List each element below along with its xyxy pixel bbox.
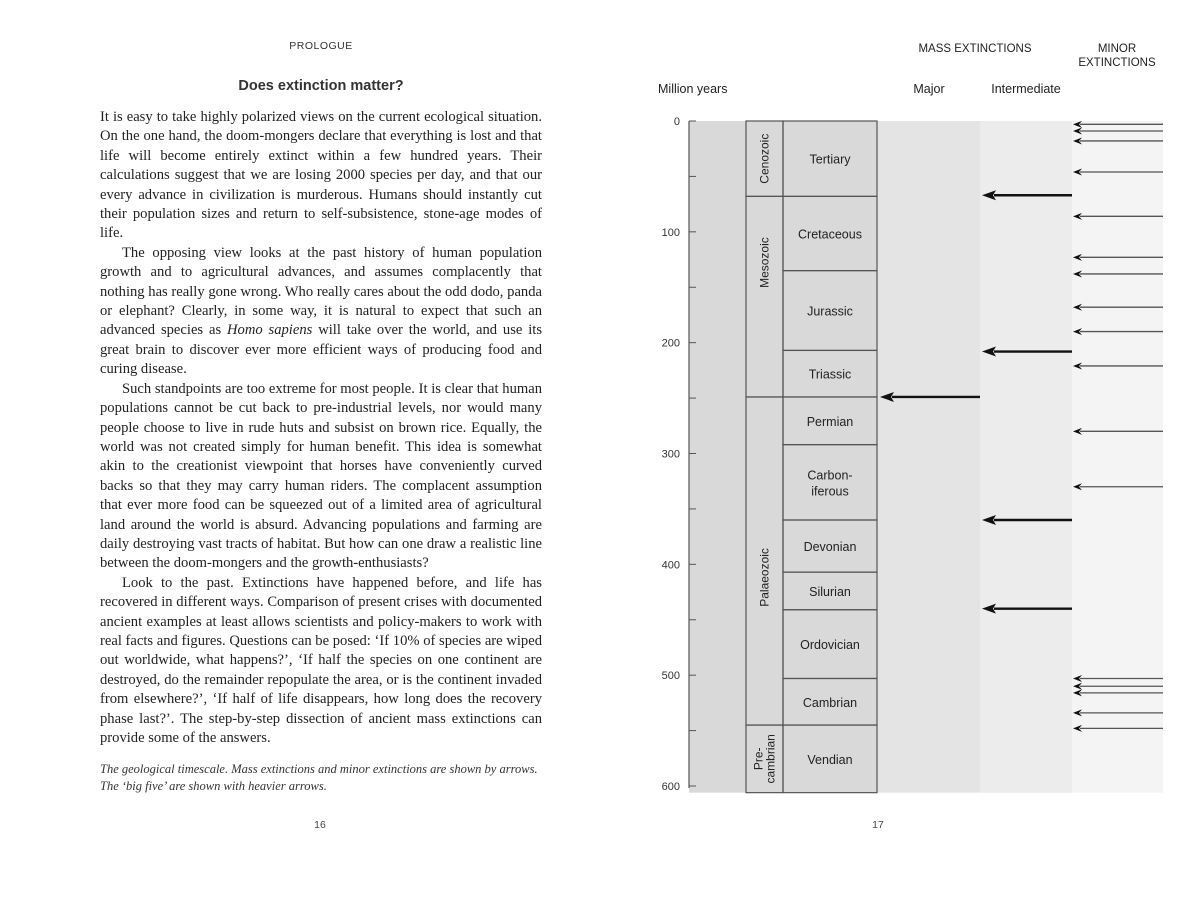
era-label: Palaeozoic: [757, 548, 772, 607]
y-tick-label: 400: [661, 559, 680, 572]
header-mass-extinctions: MASS EXTINCTIONS: [918, 43, 1032, 55]
y-tick-label: 0: [673, 116, 680, 128]
axis-label: Million years: [658, 82, 728, 96]
section-title: Does extinction matter?: [238, 78, 404, 94]
period-label: Tertiary: [809, 152, 851, 167]
period-label: Triassic: [808, 367, 852, 382]
y-tick-label: 600: [661, 781, 680, 793]
era-label: Mesozoic: [757, 237, 772, 288]
period-label: iferous: [811, 484, 849, 499]
era-label: Cenozoic: [757, 133, 772, 184]
y-tick-label: 300: [661, 448, 680, 461]
page-number-right: 17: [872, 819, 884, 831]
figure-caption: The geological timescale. Mass extinctions and minor extinctions are shown by arrows. The ‘big five’ are shown with heavier arrows.: [100, 762, 538, 793]
header-minor-extinctions-line2: EXTINCTIONS: [1078, 57, 1156, 69]
running-head: PROLOGUE: [289, 40, 353, 52]
header-minor-extinctions-line1: MINOR: [1097, 43, 1137, 55]
paragraph: It is easy to take highly polarized views on the current ecological situation. On the one hand, the doom-mongers declare that everything is lost and that life will become entirely extinct within a few hundred years. Their calculations suggest that we are losing 2000 species per day, and that our every advance in civilization is murderous. Humans should instantly cut their population sizes and return to self-subsistence, stone-age modes of life.: [100, 109, 542, 242]
period-label: Jurassic: [807, 304, 853, 319]
y-tick-label: 500: [661, 670, 680, 683]
y-tick-label: 200: [661, 337, 680, 350]
paragraph: The opposing view looks at the past history of human population growth and to agricultural advances, and assumes complacently that nothing has really gone wrong. Who really cares about the odd dodo, panda or elephant? Clearly, in some way, it is natural to expect that such an advanced species as Homo sapiens will take over the world, and use its great brain to discover ever more efficient ways of producing food and curing disease.: [100, 244, 543, 378]
period-label: Vendian: [807, 752, 853, 767]
period-label: Carbon-: [807, 468, 853, 483]
paragraph: Look to the past. Extinctions have happened before, and life has recovered in different ways. Comparison of present crises with documented ancient examples at least allows scientists and policy-makers to work with real facts and figures. Questions can be posed: ‘If 10% of species are wiped out worldwide, what happens?’, ‘If half the species on one continent are destroyed, do the remainder repopulate the area, or is the continent invaded from elsewhere?’, ‘If half of life disappears, how long does the recovery phase last?’. The step-by-step dissection of ancient mass extinctions can provide some of the answers.: [100, 574, 542, 746]
period-label: Cretaceous: [798, 227, 862, 242]
y-tick-label: 100: [661, 226, 680, 239]
paragraph: Such standpoints are too extreme for most people. It is clear that human populations cannot be cut back to pre-industrial levels, nor would many people choose to live in rude huts and subsist on brown rice. Equally, the world was not created simply for human benefit. This idea is somewhat akin to the creationist viewpoint that horses have conveniently curved backs so that they may carry human riders. The complacent assumption that ever more food can be squeezed out of a limited area of agricultural land around the world is absurd. Advancing populations and farming are daily destroying vast tracts of habitat. But how can one draw a realistic line between the doom-mongers and the growth-enthusiasts?: [100, 380, 542, 572]
minor-band: [1072, 121, 1163, 793]
period-label: Cambrian: [802, 695, 858, 710]
period-label: Ordovician: [800, 638, 860, 653]
intermediate-band: [980, 121, 1072, 793]
header-major: Major: [913, 82, 945, 96]
era-label: Pre-cambrian: [751, 734, 778, 784]
header-intermediate: Intermediate: [991, 82, 1061, 96]
period-label: Permian: [806, 414, 854, 429]
period-label: Devonian: [803, 540, 857, 555]
page-number-left: 16: [314, 819, 326, 831]
major-band: [877, 121, 980, 793]
period-label: Silurian: [809, 584, 851, 599]
